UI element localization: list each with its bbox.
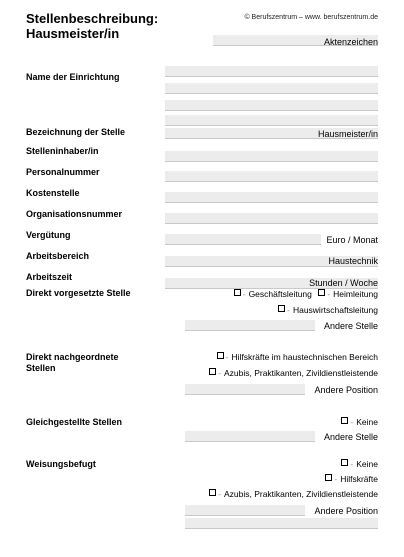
arbeitszeit-label: Arbeitszeit <box>26 272 73 282</box>
organisationsnummer-field[interactable] <box>165 213 378 224</box>
copyright-notice: © Berufszentrum – www. berufszentrum.de <box>244 14 378 21</box>
document-title <box>26 11 158 41</box>
title-line-1: Stellenbeschreibung: <box>26 11 159 26</box>
title-line-2: Hausmeister/in <box>26 26 120 41</box>
hauswirtschaftsleitung-checkbox[interactable] <box>278 305 285 312</box>
weisung-row-2: - Hilfskräfte <box>325 474 378 485</box>
personalnummer-label: Personalnummer <box>26 167 100 177</box>
nachgeordnete-label-line-1: Direkt nachgeordnete <box>26 352 119 362</box>
einrichtung-field-3[interactable] <box>165 100 378 111</box>
vorgesetzte-row-1: - Geschäftsleitung - Heimleitung <box>234 289 378 300</box>
nachgeordnete-other-field[interactable] <box>185 384 305 395</box>
gleichgestellte-label: Gleichgestellte Stellen <box>26 417 123 427</box>
verguetung-field[interactable] <box>165 234 321 245</box>
gleichgestellte-keine-checkbox[interactable] <box>341 417 348 424</box>
vorgesetzte-label: Direkt vorgesetzte Stelle <box>26 288 131 298</box>
einrichtung-field-1[interactable] <box>165 66 378 77</box>
geschaeftsleitung-label: Geschäftsleitung <box>248 289 312 299</box>
geschaeftsleitung-checkbox[interactable] <box>234 289 241 296</box>
kostenstelle-field[interactable] <box>165 192 378 203</box>
heimleitung-checkbox[interactable] <box>318 289 325 296</box>
stelleninhaber-label: Stelleninhaber/in <box>26 146 99 156</box>
kostenstelle-label: Kostenstelle <box>26 188 80 198</box>
weisung-label: Weisungsbefugt <box>26 459 96 469</box>
vorgesetzte-other-field[interactable] <box>185 320 315 331</box>
azubis-nachgeordnet-checkbox[interactable] <box>209 368 216 375</box>
weisung-keine-label: Keine <box>356 459 378 469</box>
aktenzeichen-label: Aktenzeichen <box>323 37 378 47</box>
personalnummer-field[interactable] <box>165 171 378 182</box>
nachgeordnete-row-2: - Azubis, Praktikanten, Zivildienstleistende <box>209 368 378 379</box>
gleichgestellte-other-field[interactable] <box>185 431 315 442</box>
verguetung-label: Vergütung <box>26 230 71 240</box>
stelleninhaber-field[interactable] <box>165 151 378 162</box>
weisung-other-field[interactable] <box>185 505 305 516</box>
hilfskraefte-haustechnik-checkbox[interactable] <box>217 352 224 359</box>
heimleitung-label: Heimleitung <box>333 289 378 299</box>
nachgeordnete-label <box>26 352 119 374</box>
nachgeordnete-other-label: Andere Position <box>314 385 378 395</box>
vorgesetzte-row-2: - Hauswirtschaftsleitung <box>278 305 378 316</box>
nachgeordnete-row-1: - Hilfskräfte im haustechnischen Bereich <box>217 352 378 363</box>
weisung-other-label: Andere Position <box>314 506 378 516</box>
bezeichnung-label: Bezeichnung der Stelle <box>26 127 126 137</box>
verguetung-value: Euro / Monat <box>326 235 378 245</box>
weisung-row-3: - Azubis, Praktikanten, Zivildienstleistende <box>209 489 378 500</box>
einrichtung-field-2[interactable] <box>165 83 378 94</box>
weisung-hilfskraefte-checkbox[interactable] <box>325 474 332 481</box>
bezeichnung-value: Hausmeister/in <box>317 129 378 139</box>
nachgeordnete-label-line-2: Stellen <box>26 363 56 373</box>
weisung-keine-checkbox[interactable] <box>341 459 348 466</box>
weisung-azubis-checkbox[interactable] <box>209 489 216 496</box>
organisationsnummer-label: Organisationsnummer <box>26 209 123 219</box>
arbeitsbereich-value: Haustechnik <box>328 256 378 266</box>
gleichgestellte-keine-label: Keine <box>356 417 378 427</box>
hauswirtschaftsleitung-label: Hauswirtschaftsleitung <box>292 305 378 315</box>
einrichtung-label: Name der Einrichtung <box>26 72 120 82</box>
vorgesetzte-other-label: Andere Stelle <box>323 321 378 331</box>
weisung-azubis-label: Azubis, Praktikanten, Zivildienstleistende <box>223 489 378 499</box>
gleichgestellte-other-label: Andere Stelle <box>323 432 378 442</box>
gleichgestellte-row-1: - Keine <box>341 417 378 428</box>
arbeitszeit-value: Stunden / Woche <box>309 278 378 288</box>
hilfskraefte-haustechnik-label: Hilfskräfte im haustechnischen Bereich <box>231 352 378 362</box>
arbeitsbereich-label: Arbeitsbereich <box>26 251 90 261</box>
azubis-nachgeordnet-label: Azubis, Praktikanten, Zivildienstleistende <box>223 368 378 378</box>
einrichtung-field-4[interactable] <box>165 115 378 126</box>
weisung-hilfskraefte-label: Hilfskräfte <box>340 474 378 484</box>
weisung-extra-field[interactable] <box>185 518 378 529</box>
weisung-row-1: - Keine <box>341 459 378 470</box>
